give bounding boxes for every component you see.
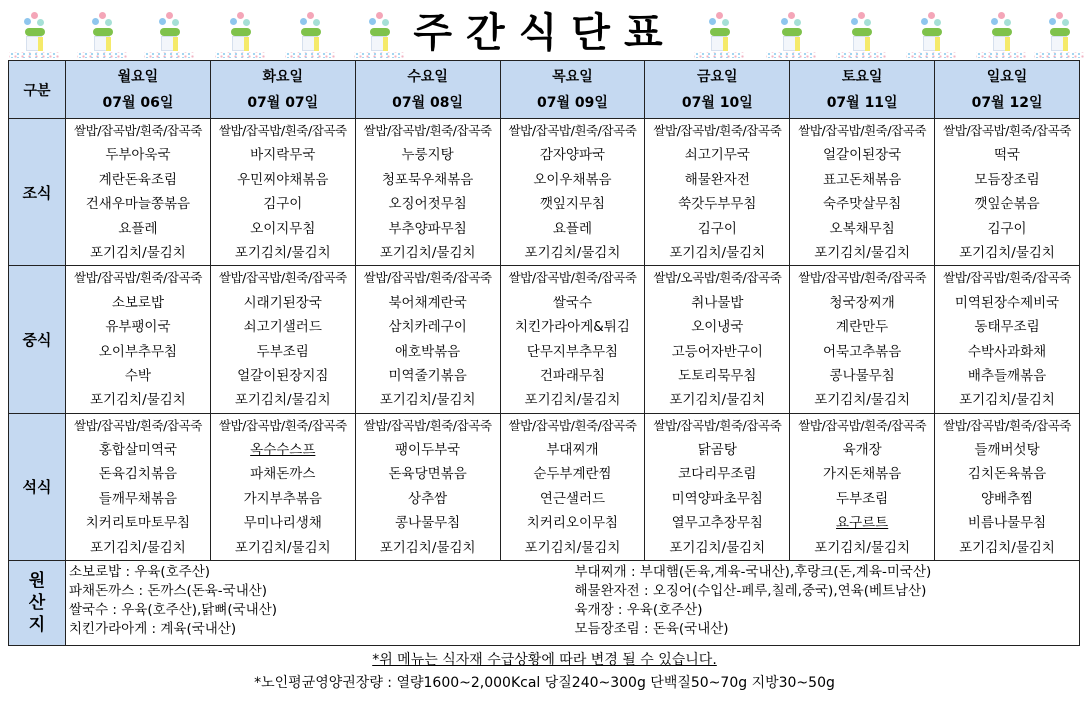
menu-item: 미역된장수제비국: [954, 294, 1060, 311]
menu-item: 미역줄기볶음: [388, 367, 467, 384]
menu-cell: [355, 266, 500, 413]
menu-item: 포기김치/물김치: [959, 392, 1055, 409]
menu-item: 들깨무채볶음: [98, 490, 178, 507]
rice-options: 쌀밥/잡곡밥/흰죽/잡곡죽: [798, 417, 927, 433]
day-header-tue: [210, 61, 355, 119]
flower-pot-icon: [350, 8, 408, 60]
day-date: 07월 07일: [247, 94, 319, 111]
menu-item: 코다리무조림: [678, 466, 757, 483]
rice-options: 쌀밥/잡곡밥/흰죽/잡곡죽: [508, 270, 637, 286]
day-date: 07월 06일: [102, 94, 174, 111]
menu-item: 소보로밥: [111, 294, 164, 311]
origin-info: [66, 561, 1080, 646]
rice-options: 쌀밥/잡곡밥/흰죽/잡곡죽: [218, 123, 347, 138]
origin-item: 쌀국수 : 우육(호주산),닭뼈(국내산): [69, 602, 278, 619]
origin-item: 치킨가라아게 : 계육(국내산): [69, 621, 237, 638]
menu-item: 두부조림: [836, 490, 889, 507]
menu-item: 쌀국수: [552, 294, 593, 311]
menu-item: 떡국: [993, 147, 1021, 164]
menu-item: 수박: [124, 367, 151, 384]
menu-item: 얼갈이된장국: [823, 147, 902, 164]
menu-item: 돈육김치볶음: [98, 466, 178, 483]
menu-item: 어묵고추볶음: [823, 343, 902, 360]
menu-item: 치킨가라아게&튀김: [515, 319, 630, 336]
menu-item: 청국장찌개: [829, 294, 895, 311]
menu-cell: [500, 413, 645, 560]
menu-item: 쇠고기샐러드: [243, 319, 322, 336]
menu-item: 김구이: [987, 220, 1027, 237]
menu-item: 포기김치/물김치: [814, 392, 911, 409]
day-date: 07월 10일: [681, 94, 753, 111]
rice-options: 쌀밥/잡곡밥/흰죽/잡곡죽: [798, 270, 927, 286]
day-date: 07월 12일: [971, 94, 1043, 111]
menu-item: 포기김치/물김치: [814, 539, 911, 556]
menu-item: 포기김치/물김치: [959, 539, 1055, 556]
menu-item: 도토리묵무침: [678, 367, 757, 384]
menu-item: 포기김치/물김치: [814, 244, 911, 261]
menu-cell: [66, 266, 211, 413]
menu-cell: [66, 119, 211, 266]
flower-pot-icon: [972, 8, 1030, 60]
origin-list-left: [69, 563, 573, 639]
menu-cell: [935, 266, 1080, 413]
rice-options: 쌀밥/잡곡밥/흰죽/잡곡죽: [943, 123, 1071, 138]
day-date: 07월 11일: [826, 94, 898, 111]
menu-item: 육개장: [842, 442, 882, 459]
menu-item: 배추들깨볶음: [967, 367, 1047, 384]
menu-item: 포기김치/물김치: [669, 392, 766, 409]
header-row: [9, 61, 1080, 119]
origin-item: 모듬장조림 : 돈육(국내산): [574, 621, 729, 638]
menu-item: 삼치카레구이: [388, 319, 467, 336]
nutrition-guideline: *노인평균영양권장량 : 열량1600~2,000Kcal 당질240~300g 단백질50~70g 지방30~50g: [254, 675, 835, 691]
menu-item: 표고돈채볶음: [823, 171, 902, 188]
menu-item: 포기김치/물김치: [669, 539, 766, 556]
gubun-header: 구분: [9, 61, 66, 119]
day-name: 토요일: [841, 68, 883, 85]
menu-item: 가지부추볶음: [243, 490, 322, 507]
day-name: 일요일: [986, 68, 1028, 85]
menu-cell: [210, 266, 355, 413]
menu-cell: [645, 413, 790, 560]
menu-item: 두부조림: [256, 343, 309, 360]
menu-item: 청포묵우채볶음: [381, 171, 474, 188]
menu-item: 해물완자전: [684, 171, 750, 188]
menu-cell: [210, 413, 355, 560]
menu-item: 포기김치/물김치: [234, 539, 331, 556]
menu-cell: [500, 119, 645, 266]
flower-pot-icon: [1030, 8, 1088, 60]
menu-item: 미역양파초무침: [671, 490, 763, 507]
menu-item: 계란돈육조림: [98, 171, 178, 188]
rice-options: 쌀밥/잡곡밥/흰죽/잡곡죽: [363, 270, 492, 286]
menu-item: 취나물밥: [691, 294, 744, 311]
menu-item: 깻잎지무침: [539, 196, 606, 213]
menu-item: 팽이두부국: [395, 442, 461, 459]
menu-item: 무미나리생채: [243, 515, 322, 532]
menu-item: 오이부추무침: [98, 343, 178, 360]
menu-item: 시래기된장국: [243, 294, 322, 311]
menu-item: 얼갈이된장지짐: [237, 367, 329, 384]
origin-item: 소보로밥 : 우육(호주산): [69, 564, 211, 581]
origin-item: 부대찌개 : 부대햄(돈육,계육-국내산),후랑크(돈,계육-미국산): [574, 564, 932, 581]
menu-item: 들깨버섯탕: [974, 442, 1040, 459]
menu-item: 누룽지탕: [401, 147, 454, 164]
day-name: 금요일: [697, 68, 738, 85]
rice-options: 쌀밥/잡곡밥/흰죽/잡곡죽: [508, 417, 637, 433]
menu-item: 감자양파국: [539, 147, 606, 164]
origin-item: 파채돈까스 : 돈까스(돈육-국내산): [69, 583, 268, 600]
menu-item: 부대찌개: [546, 442, 599, 459]
rice-options: 쌀밥/잡곡밥/흰죽/잡곡죽: [508, 123, 637, 138]
origin-item: 해물완자전 : 오징어(수입산-페루,칠레,중국),연육(베트남산): [574, 583, 927, 600]
change-notice: *위 메뉴는 식자재 수급상황에 따라 변경 될 수 있습니다.: [372, 652, 717, 668]
menu-item: 요구르트: [836, 515, 889, 532]
menu-item: 열무고추장무침: [671, 515, 763, 532]
menu-item: 포기김치/물김치: [379, 392, 476, 409]
menu-cell: [355, 119, 500, 266]
menu-cell: [790, 119, 935, 266]
day-header-sat: [790, 61, 935, 119]
rice-options: 쌀밥/잡곡밥/흰죽/잡곡죽: [218, 417, 347, 433]
meal-row-dinner: [9, 413, 1080, 560]
menu-item: 오이냉국: [691, 319, 744, 336]
menu-item: 포기김치/물김치: [524, 539, 621, 556]
menu-item: 부추양파무침: [388, 220, 467, 237]
origin-row: [9, 561, 1080, 646]
menu-item: 김구이: [263, 196, 303, 213]
menu-item: 요플레: [118, 220, 158, 237]
menu-item: 비름나물무침: [967, 515, 1047, 532]
rice-options: 쌀밥/잡곡밥/흰죽/잡곡죽: [218, 270, 347, 286]
flower-pot-icon: [762, 8, 820, 60]
day-name: 목요일: [552, 68, 593, 85]
menu-item: 포기김치/물김치: [90, 392, 186, 409]
menu-item: 콩나물무침: [395, 515, 461, 532]
menu-item: 계란만두: [836, 319, 889, 336]
origin-label-char: 원: [28, 571, 46, 592]
title-banner: [0, 0, 1089, 61]
flower-pot-icon: [211, 8, 269, 60]
menu-item: 포기김치/물김치: [379, 539, 476, 556]
flower-pot-icon: [281, 8, 339, 60]
rice-options: 쌀밥/잡곡밥/흰죽/잡곡죽: [363, 417, 492, 433]
menu-item: 고등어자반구이: [671, 343, 763, 360]
menu-item: 포기김치/물김치: [234, 244, 331, 261]
menu-item: 포기김치/물김치: [524, 244, 621, 261]
meal-row-breakfast: [9, 119, 1080, 266]
meal-label: 조식: [9, 119, 66, 266]
meal-label: 중식: [9, 266, 66, 413]
day-header-thu: [500, 61, 645, 119]
day-header-fri: [645, 61, 790, 119]
menu-item: 돈육당면볶음: [388, 466, 467, 483]
menu-cell: [645, 266, 790, 413]
day-header-sun: [935, 61, 1080, 119]
day-date: 07월 09일: [537, 94, 608, 111]
rice-options: 쌀밥/잡곡밥/흰죽/잡곡죽: [943, 270, 1071, 286]
menu-cell: [790, 266, 935, 413]
menu-item: 숙주맛살무침: [823, 196, 902, 213]
menu-item: 바지락무국: [250, 147, 316, 164]
menu-item: 포기김치/물김치: [234, 392, 331, 409]
origin-list-right: [573, 563, 1077, 639]
menu-item: 유부팽이국: [105, 319, 171, 336]
flower-pot-icon: [73, 8, 131, 60]
rice-options: 쌀밥/잡곡밥/흰죽/잡곡죽: [653, 417, 782, 433]
menu-item: 오징어젓무침: [388, 196, 467, 213]
flower-pot-icon: [690, 8, 748, 60]
menu-item: 치커리오이무침: [526, 515, 619, 532]
menu-item: 쑥갓두부무침: [678, 196, 757, 213]
menu-item: 포기김치/물김치: [669, 244, 766, 261]
menu-cell: [66, 413, 211, 560]
menu-item: 양배추찜: [980, 490, 1034, 507]
menu-item: 건파래무침: [539, 367, 606, 384]
menu-cell: [210, 119, 355, 266]
menu-item: 우민찌야채볶음: [237, 171, 329, 188]
menu-item: 치커리토마토무침: [85, 515, 191, 532]
flower-pot-icon: [832, 8, 890, 60]
rice-options: 쌀밥/잡곡밥/흰죽/잡곡죽: [73, 270, 202, 286]
menu-item: 깻잎순볶음: [974, 196, 1040, 213]
origin-item: 육개장 : 우육(호주산): [574, 602, 703, 619]
menu-item: 쇠고기무국: [684, 147, 750, 164]
menu-item: 콩나물무침: [829, 367, 895, 384]
menu-cell: [935, 119, 1080, 266]
rice-options: 쌀밥/잡곡밥/흰죽/잡곡죽: [73, 417, 202, 433]
menu-item: 연근샐러드: [539, 490, 606, 507]
menu-item: 김치돈육볶음: [967, 466, 1047, 483]
menu-item: 포기김치/물김치: [524, 392, 621, 409]
rice-options: 쌀밥/오곡밥/흰죽/잡곡죽: [653, 270, 782, 286]
rice-options: 쌀밥/잡곡밥/흰죽/잡곡죽: [798, 123, 927, 138]
menu-item: 김구이: [697, 220, 737, 237]
origin-label-char: 산: [28, 593, 46, 614]
meal-row-lunch: [9, 266, 1080, 413]
menu-item: 단무지부추무침: [526, 343, 619, 360]
day-header-wed: [355, 61, 500, 119]
menu-item: 요플레: [552, 220, 593, 237]
page-title: 주간식단표: [413, 10, 677, 56]
origin-label: [9, 561, 66, 646]
meal-label: 석식: [9, 413, 66, 560]
flower-pot-icon: [902, 8, 960, 60]
menu-item: 북어채계란국: [388, 294, 467, 311]
rice-options: 쌀밥/잡곡밥/흰죽/잡곡죽: [653, 123, 782, 138]
weekly-menu-table: [8, 60, 1080, 646]
rice-options: 쌀밥/잡곡밥/흰죽/잡곡죽: [363, 123, 492, 138]
menu-item: 수박사과화채: [967, 343, 1047, 360]
day-date: 07월 08일: [392, 94, 464, 111]
menu-item: 순두부계란찜: [533, 466, 612, 483]
menu-item: 가지돈채볶음: [823, 466, 902, 483]
menu-item: 포기김치/물김치: [90, 244, 186, 261]
day-name: 월요일: [117, 68, 159, 85]
menu-item: 포기김치/물김치: [379, 244, 476, 261]
menu-item: 모듬장조림: [974, 171, 1040, 188]
day-name: 수요일: [407, 68, 448, 85]
menu-item: 애호박볶음: [395, 343, 461, 360]
rice-options: 쌀밥/잡곡밥/흰죽/잡곡죽: [943, 417, 1071, 433]
menu-item: 파채돈까스: [250, 466, 316, 483]
menu-cell: [935, 413, 1080, 560]
menu-item: 오이우채볶음: [533, 171, 612, 188]
origin-label-char: 지: [28, 615, 46, 636]
menu-item: 오이지무침: [250, 220, 316, 237]
menu-item: 포기김치/물김치: [90, 539, 186, 556]
menu-item: 두부아욱국: [105, 147, 171, 164]
menu-item: 오복채무침: [829, 220, 895, 237]
menu-cell: [645, 119, 790, 266]
menu-cell: [355, 413, 500, 560]
day-name: 화요일: [262, 68, 304, 85]
menu-item: 동태무조림: [974, 319, 1040, 336]
rice-options: 쌀밥/잡곡밥/흰죽/잡곡죽: [73, 123, 202, 138]
menu-cell: [500, 266, 645, 413]
menu-item: 닭곰탕: [697, 442, 737, 459]
menu-item: 홍합살미역국: [98, 442, 178, 459]
day-header-mon: [66, 61, 211, 119]
menu-item: 건새우마늘쫑볶음: [85, 196, 191, 213]
menu-item: 옥수수스프: [250, 442, 316, 459]
menu-cell: [790, 413, 935, 560]
menu-item: 포기김치/물김치: [959, 244, 1055, 261]
flower-pot-icon: [5, 8, 63, 60]
flower-pot-icon: [140, 8, 198, 60]
menu-item: 상추쌈: [408, 490, 448, 507]
